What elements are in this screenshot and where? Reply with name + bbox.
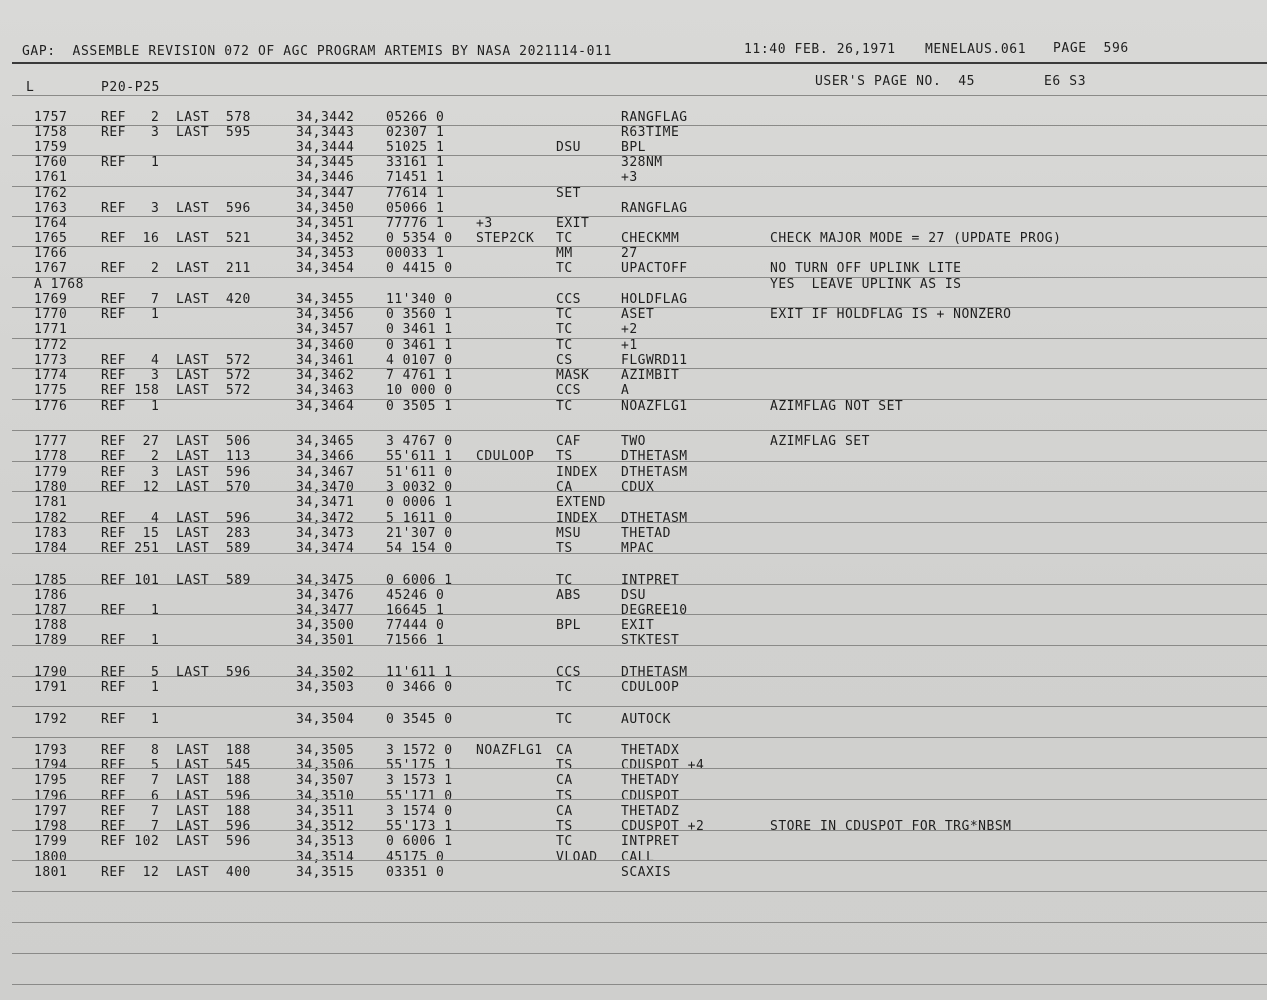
operand: STKTEST: [621, 633, 680, 648]
comment: AZIMFLAG NOT SET: [770, 399, 904, 414]
memory-location: 34,3477: [296, 603, 355, 618]
page-rule: [12, 953, 1267, 954]
cross-reference: REF 3 LAST 596: [101, 201, 251, 216]
memory-location: 34,3464: [296, 399, 355, 414]
operand: MPAC: [621, 541, 655, 556]
opcode: SET: [556, 186, 581, 201]
octal-code: 0 3461 1: [386, 322, 453, 337]
page-rule: [12, 216, 1267, 217]
octal-code: 51'611 0: [386, 465, 453, 480]
opcode: CAF: [556, 434, 581, 449]
memory-location: 34,3461: [296, 353, 355, 368]
operand: A: [621, 383, 630, 398]
octal-code: 0 3560 1: [386, 307, 453, 322]
header-rule: [12, 62, 1267, 64]
line-number: 1759: [34, 140, 68, 155]
memory-location: 34,3470: [296, 480, 355, 495]
operand: CDUSPOT: [621, 789, 680, 804]
octal-code: 3 4767 0: [386, 434, 453, 449]
cross-reference: REF 2 LAST 578: [101, 110, 251, 125]
statement-label: NOAZFLG1: [476, 743, 543, 758]
comment: EXIT IF HOLDFLAG IS + NONZERO: [770, 307, 1012, 322]
opcode: INDEX: [556, 465, 598, 480]
opcode: TC: [556, 261, 573, 276]
memory-location: 34,3454: [296, 261, 355, 276]
octal-code: 55'173 1: [386, 819, 453, 834]
page-rule: [12, 491, 1267, 492]
octal-code: 45175 0: [386, 850, 445, 865]
operand: DSU: [621, 588, 646, 603]
octal-code: 0 6006 1: [386, 834, 453, 849]
opcode: TC: [556, 399, 573, 414]
listing-operator: MENELAUS.061: [925, 42, 1027, 57]
memory-location: 34,3476: [296, 588, 355, 603]
operand: INTPRET: [621, 573, 680, 588]
opcode: TS: [556, 541, 573, 556]
opcode: CS: [556, 353, 573, 368]
listing-timestamp: 11:40 FEB. 26,1971: [744, 42, 896, 57]
octal-code: 11'611 1: [386, 665, 453, 680]
comment: CHECK MAJOR MODE = 27 (UPDATE PROG): [770, 231, 1062, 246]
comment: STORE IN CDUSPOT FOR TRG*NBSM: [770, 819, 1012, 834]
page-rule: [12, 768, 1267, 769]
comment: AZIMFLAG SET: [770, 434, 870, 449]
page-rule: [12, 614, 1267, 615]
cross-reference: REF 4 LAST 572: [101, 353, 251, 368]
operand: +1: [621, 338, 638, 353]
line-number: 1799: [34, 834, 68, 849]
line-number: 1786: [34, 588, 68, 603]
line-number: 1776: [34, 399, 68, 414]
cross-reference: REF 1: [101, 712, 160, 727]
memory-location: 34,3445: [296, 155, 355, 170]
opcode: TC: [556, 231, 573, 246]
statement-label: +3: [476, 216, 493, 231]
operand: TWO: [621, 434, 646, 449]
opcode: MASK: [556, 368, 590, 383]
page-rule: [12, 338, 1267, 339]
memory-location: 34,3505: [296, 743, 355, 758]
octal-code: 71566 1: [386, 633, 445, 648]
operand: UPACTOFF: [621, 261, 688, 276]
opcode: VLOAD: [556, 850, 598, 865]
operand: RANGFLAG: [621, 201, 688, 216]
memory-location: 34,3475: [296, 573, 355, 588]
octal-code: 21'307 0: [386, 526, 453, 541]
opcode: CCS: [556, 292, 581, 307]
operand: DEGREE10: [621, 603, 688, 618]
opcode: TC: [556, 322, 573, 337]
page-rule: [12, 645, 1267, 646]
page-rule: [12, 553, 1267, 554]
line-number: 1783: [34, 526, 68, 541]
page-rule: [12, 368, 1267, 369]
operand: CDUX: [621, 480, 655, 495]
line-number: 1797: [34, 804, 68, 819]
line-number: 1763: [34, 201, 68, 216]
cross-reference: REF 16 LAST 521: [101, 231, 251, 246]
octal-code: 33161 1: [386, 155, 445, 170]
page-rule: [12, 186, 1267, 187]
operand: BPL: [621, 140, 646, 155]
cross-reference: REF 101 LAST 589: [101, 573, 251, 588]
line-number: 1784: [34, 541, 68, 556]
opcode: TS: [556, 449, 573, 464]
operand: CHECKMM: [621, 231, 680, 246]
tape-reference: E6 S3: [1044, 74, 1087, 89]
line-number: 1781: [34, 495, 68, 510]
line-number: 1767: [34, 261, 68, 276]
operand: INTPRET: [621, 834, 680, 849]
memory-location: 34,3444: [296, 140, 355, 155]
octal-code: 05266 0: [386, 110, 445, 125]
line-number: 1771: [34, 322, 68, 337]
cross-reference: REF 6 LAST 596: [101, 789, 251, 804]
operand: THETAD: [621, 526, 671, 541]
opcode: CA: [556, 773, 573, 788]
octal-code: 00033 1: [386, 246, 445, 261]
page-rule: [12, 984, 1267, 985]
operand: THETADZ: [621, 804, 680, 819]
opcode: CA: [556, 804, 573, 819]
octal-code: 16645 1: [386, 603, 445, 618]
octal-code: 71451 1: [386, 170, 445, 185]
line-number: 1777: [34, 434, 68, 449]
page-rule: [12, 461, 1267, 462]
memory-location: 34,3503: [296, 680, 355, 695]
operand: AUTOCK: [621, 712, 671, 727]
line-number: 1798: [34, 819, 68, 834]
opcode: TC: [556, 834, 573, 849]
cross-reference: REF 4 LAST 596: [101, 511, 251, 526]
cross-reference: REF 1: [101, 155, 160, 170]
opcode: TC: [556, 573, 573, 588]
operand: THETADY: [621, 773, 680, 788]
memory-location: 34,3513: [296, 834, 355, 849]
memory-location: 34,3471: [296, 495, 355, 510]
octal-code: 77776 1: [386, 216, 445, 231]
cross-reference: REF 2 LAST 211: [101, 261, 251, 276]
cross-reference: REF 1: [101, 399, 160, 414]
line-number: 1770: [34, 307, 68, 322]
line-number: 1796: [34, 789, 68, 804]
opcode: TS: [556, 758, 573, 773]
line-number: 1774: [34, 368, 68, 383]
line-number: 1780: [34, 480, 68, 495]
cross-reference: REF 8 LAST 188: [101, 743, 251, 758]
line-number: 1788: [34, 618, 68, 633]
page-rule: [12, 706, 1267, 707]
octal-code: 0 3505 1: [386, 399, 453, 414]
octal-code: 45246 0: [386, 588, 445, 603]
line-number: 1762: [34, 186, 68, 201]
cross-reference: REF 27 LAST 506: [101, 434, 251, 449]
line-number: 1757: [34, 110, 68, 125]
page-rule: [12, 737, 1267, 738]
octal-code: 54 154 0: [386, 541, 453, 556]
line-number: 1765: [34, 231, 68, 246]
opcode: TS: [556, 789, 573, 804]
line-number: 1795: [34, 773, 68, 788]
line-number: 1785: [34, 573, 68, 588]
memory-location: 34,3515: [296, 865, 355, 880]
memory-location: 34,3510: [296, 789, 355, 804]
cross-reference: REF 7 LAST 188: [101, 804, 251, 819]
operand: +3: [621, 170, 638, 185]
memory-location: 34,3473: [296, 526, 355, 541]
memory-location: 34,3453: [296, 246, 355, 261]
memory-location: 34,3501: [296, 633, 355, 648]
users-page-number: USER'S PAGE NO. 45: [815, 74, 976, 89]
operand: HOLDFLAG: [621, 292, 688, 307]
octal-code: 3 1572 0: [386, 743, 453, 758]
opcode: EXTEND: [556, 495, 606, 510]
line-number: 1773: [34, 353, 68, 368]
operand: RANGFLAG: [621, 110, 688, 125]
octal-code: 0 3461 1: [386, 338, 453, 353]
operand: DTHETASM: [621, 449, 688, 464]
opcode: TS: [556, 819, 573, 834]
line-number: 1769: [34, 292, 68, 307]
opcode: CA: [556, 480, 573, 495]
line-number: 1789: [34, 633, 68, 648]
octal-code: 0 0006 1: [386, 495, 453, 510]
line-number: 1760: [34, 155, 68, 170]
memory-location: 34,3447: [296, 186, 355, 201]
page-rule: [12, 860, 1267, 861]
page-rule: [12, 277, 1267, 278]
memory-location: 34,3450: [296, 201, 355, 216]
cross-reference: REF 7 LAST 596: [101, 819, 251, 834]
opcode: BPL: [556, 618, 581, 633]
operand: DTHETASM: [621, 465, 688, 480]
page-number: PAGE 596: [1053, 41, 1129, 56]
cross-reference: REF 15 LAST 283: [101, 526, 251, 541]
opcode: ABS: [556, 588, 581, 603]
page-rule: [12, 584, 1267, 585]
opcode: EXIT: [556, 216, 590, 231]
line-number: A 1768: [34, 277, 84, 292]
line-number: 1775: [34, 383, 68, 398]
memory-location: 34,3456: [296, 307, 355, 322]
octal-code: 5 1611 0: [386, 511, 453, 526]
octal-code: 0 3545 0: [386, 712, 453, 727]
page-rule: [12, 891, 1267, 892]
line-number: 1772: [34, 338, 68, 353]
cross-reference: REF 3 LAST 595: [101, 125, 251, 140]
cross-reference: REF 251 LAST 589: [101, 541, 251, 556]
page-rule: [12, 125, 1267, 126]
page-rule: [12, 155, 1267, 156]
line-number: 1790: [34, 665, 68, 680]
octal-code: 51025 1: [386, 140, 445, 155]
line-number: 1794: [34, 758, 68, 773]
memory-location: 34,3504: [296, 712, 355, 727]
opcode: TC: [556, 680, 573, 695]
octal-code: 0 5354 0: [386, 231, 453, 246]
memory-location: 34,3446: [296, 170, 355, 185]
cross-reference: REF 2 LAST 113: [101, 449, 251, 464]
page-rule: [12, 799, 1267, 800]
cross-reference: REF 1: [101, 633, 160, 648]
cross-reference: REF 5 LAST 545: [101, 758, 251, 773]
octal-code: 11'340 0: [386, 292, 453, 307]
opcode: CA: [556, 743, 573, 758]
opcode: TC: [556, 307, 573, 322]
line-number: 1800: [34, 850, 68, 865]
memory-location: 34,3467: [296, 465, 355, 480]
octal-code: 77614 1: [386, 186, 445, 201]
operand: R63TIME: [621, 125, 680, 140]
cross-reference: REF 7 LAST 188: [101, 773, 251, 788]
line-number: 1764: [34, 216, 68, 231]
octal-code: 02307 1: [386, 125, 445, 140]
octal-code: 10 000 0: [386, 383, 453, 398]
line-number: 1793: [34, 743, 68, 758]
cross-reference: REF 1: [101, 680, 160, 695]
listing-title: GAP: ASSEMBLE REVISION 072 OF AGC PROGRAM ARTEMIS BY NASA 2021114-011: [22, 44, 612, 59]
octal-code: 3 1573 1: [386, 773, 453, 788]
cross-reference: REF 1: [101, 307, 160, 322]
memory-location: 34,3514: [296, 850, 355, 865]
memory-location: 34,3465: [296, 434, 355, 449]
octal-code: 3 1574 0: [386, 804, 453, 819]
memory-location: 34,3472: [296, 511, 355, 526]
comment: NO TURN OFF UPLINK LITE: [770, 261, 962, 276]
memory-location: 34,3442: [296, 110, 355, 125]
subheader-rule: [12, 95, 1267, 96]
octal-code: 0 6006 1: [386, 573, 453, 588]
memory-location: 34,3506: [296, 758, 355, 773]
opcode: MM: [556, 246, 573, 261]
operand: ASET: [621, 307, 655, 322]
cross-reference: REF 102 LAST 596: [101, 834, 251, 849]
operand: EXIT: [621, 618, 655, 633]
operand: 328NM: [621, 155, 663, 170]
line-number: 1779: [34, 465, 68, 480]
opcode: MSU: [556, 526, 581, 541]
octal-code: 55'611 1: [386, 449, 453, 464]
comment: YES LEAVE UPLINK AS IS: [770, 277, 962, 292]
octal-code: 03351 0: [386, 865, 445, 880]
memory-location: 34,3500: [296, 618, 355, 633]
octal-code: 4 0107 0: [386, 353, 453, 368]
cross-reference: REF 158 LAST 572: [101, 383, 251, 398]
octal-code: 55'171 0: [386, 789, 453, 804]
operand: CALL: [621, 850, 655, 865]
cross-reference: REF 12 LAST 400: [101, 865, 251, 880]
operand: AZIMBIT: [621, 368, 680, 383]
memory-location: 34,3466: [296, 449, 355, 464]
operand: CDUSPOT +2: [621, 819, 705, 834]
operand: 27: [621, 246, 638, 261]
operand: THETADX: [621, 743, 680, 758]
cross-reference: REF 3 LAST 596: [101, 465, 251, 480]
page-rule: [12, 522, 1267, 523]
opcode: CCS: [556, 665, 581, 680]
section-flag: L: [26, 80, 35, 95]
operand: DTHETASM: [621, 511, 688, 526]
memory-location: 34,3502: [296, 665, 355, 680]
octal-code: 0 3466 0: [386, 680, 453, 695]
opcode: CCS: [556, 383, 581, 398]
memory-location: 34,3511: [296, 804, 355, 819]
operand: CDULOOP: [621, 680, 680, 695]
memory-location: 34,3512: [296, 819, 355, 834]
cross-reference: REF 3 LAST 572: [101, 368, 251, 383]
page-rule: [12, 922, 1267, 923]
octal-code: 7 4761 1: [386, 368, 453, 383]
page-rule: [12, 430, 1267, 431]
page-rule: [12, 307, 1267, 308]
operand: SCAXIS: [621, 865, 671, 880]
octal-code: 05066 1: [386, 201, 445, 216]
opcode: INDEX: [556, 511, 598, 526]
operand: FLGWRD11: [621, 353, 688, 368]
line-number: 1766: [34, 246, 68, 261]
line-number: 1782: [34, 511, 68, 526]
statement-label: STEP2CK: [476, 231, 535, 246]
cross-reference: REF 7 LAST 420: [101, 292, 251, 307]
operand: CDUSPOT +4: [621, 758, 705, 773]
line-number: 1758: [34, 125, 68, 140]
page-rule: [12, 246, 1267, 247]
opcode: TC: [556, 712, 573, 727]
octal-code: 55'175 1: [386, 758, 453, 773]
line-number: 1778: [34, 449, 68, 464]
cross-reference: REF 12 LAST 570: [101, 480, 251, 495]
memory-location: 34,3443: [296, 125, 355, 140]
memory-location: 34,3507: [296, 773, 355, 788]
octal-code: 3 0032 0: [386, 480, 453, 495]
page-rule: [12, 676, 1267, 677]
page-rule: [12, 399, 1267, 400]
memory-location: 34,3460: [296, 338, 355, 353]
memory-location: 34,3474: [296, 541, 355, 556]
section-name: P20-P25: [101, 80, 160, 95]
opcode: DSU: [556, 140, 581, 155]
operand: DTHETASM: [621, 665, 688, 680]
cross-reference: REF 1: [101, 603, 160, 618]
memory-location: 34,3462: [296, 368, 355, 383]
statement-label: CDULOOP: [476, 449, 535, 464]
line-number: 1787: [34, 603, 68, 618]
page-rule: [12, 830, 1267, 831]
line-number: 1801: [34, 865, 68, 880]
memory-location: 34,3463: [296, 383, 355, 398]
memory-location: 34,3455: [296, 292, 355, 307]
memory-location: 34,3457: [296, 322, 355, 337]
line-number: 1791: [34, 680, 68, 695]
octal-code: 0 4415 0: [386, 261, 453, 276]
line-number: 1792: [34, 712, 68, 727]
cross-reference: REF 5 LAST 596: [101, 665, 251, 680]
operand: +2: [621, 322, 638, 337]
opcode: TC: [556, 338, 573, 353]
operand: NOAZFLG1: [621, 399, 688, 414]
memory-location: 34,3452: [296, 231, 355, 246]
octal-code: 77444 0: [386, 618, 445, 633]
line-number: 1761: [34, 170, 68, 185]
memory-location: 34,3451: [296, 216, 355, 231]
